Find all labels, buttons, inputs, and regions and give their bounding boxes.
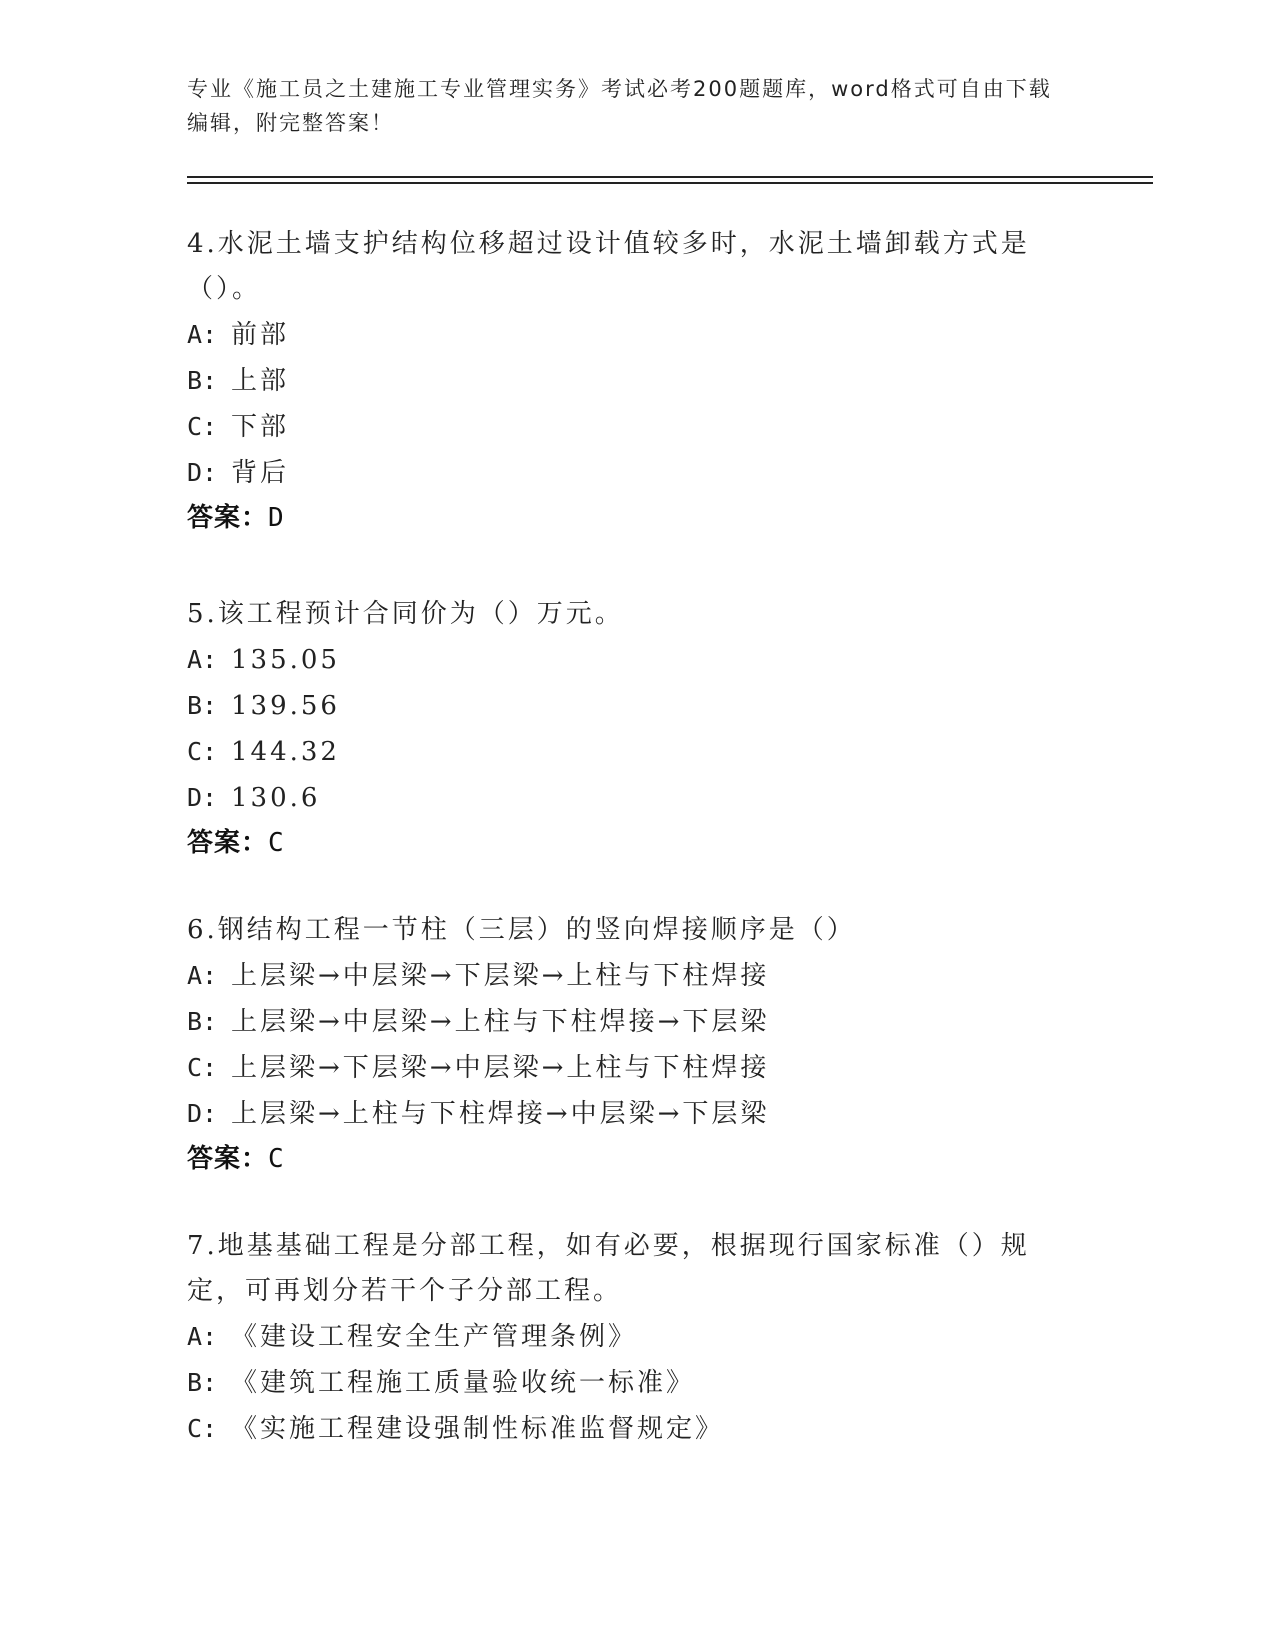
question-stem: 5.该工程预计合同价为（）万元。	[187, 599, 624, 629]
option-key: B:	[187, 1007, 218, 1036]
option-key: B:	[187, 366, 218, 395]
option-key: C:	[187, 737, 218, 766]
answer-value: C	[268, 1144, 285, 1174]
answer-label: 答案：	[187, 828, 269, 858]
document-header: 专业《施工员之土建施工专业管理实务》考试必考200题题库，word格式可自由下载编辑，附完整答案！	[187, 77, 1052, 135]
option-d	[187, 1091, 1087, 1137]
option-b	[187, 999, 1087, 1045]
option-d	[187, 775, 1087, 821]
answer-value: D	[268, 503, 285, 533]
question-stem: 6.钢结构工程一节柱（三层）的竖向焊接顺序是（）	[187, 915, 856, 945]
option-c	[187, 404, 1087, 450]
answer-line	[187, 496, 1087, 541]
option-key: D:	[187, 783, 218, 812]
option-c	[187, 1045, 1087, 1091]
option-text: 下部	[231, 412, 290, 442]
option-c	[187, 729, 1087, 775]
answer-value: C	[268, 828, 285, 858]
option-key: C:	[187, 412, 218, 441]
option-key: B:	[187, 691, 218, 720]
answer-line	[187, 821, 1087, 866]
option-key: A:	[187, 320, 218, 349]
answer-label: 答案：	[187, 1144, 269, 1174]
option-a	[187, 953, 1087, 999]
option-text: 《建设工程安全生产管理条例》	[231, 1322, 638, 1352]
option-a	[187, 312, 1087, 358]
option-key: B:	[187, 1368, 218, 1397]
option-key: C:	[187, 1053, 218, 1082]
option-key: D:	[187, 458, 218, 487]
option-key: D:	[187, 1099, 218, 1128]
option-d	[187, 450, 1087, 496]
question-stem: 4.水泥土墙支护结构位移超过设计值较多时，水泥土墙卸载方式是（）。	[187, 229, 1030, 304]
question-4	[187, 222, 1087, 541]
option-b	[187, 358, 1087, 404]
option-text: 135.05	[231, 645, 340, 675]
answer-line	[187, 1137, 1087, 1182]
answer-label: 答案：	[187, 503, 269, 533]
option-text: 前部	[231, 320, 290, 350]
header-divider-bottom	[187, 182, 1153, 184]
option-key: A:	[187, 1322, 218, 1351]
option-text: 上层梁→中层梁→下层梁→上柱与下柱焊接	[231, 961, 770, 991]
option-b	[187, 1360, 1087, 1406]
option-text: 《实施工程建设强制性标准监督规定》	[231, 1414, 725, 1444]
header-divider-top	[187, 176, 1153, 178]
option-text: 139.56	[231, 691, 340, 721]
option-key: A:	[187, 645, 218, 674]
option-text: 上层梁→上柱与下柱焊接→中层梁→下层梁	[231, 1099, 770, 1129]
option-b	[187, 683, 1087, 729]
option-c	[187, 1406, 1087, 1452]
option-text: 上层梁→中层梁→上柱与下柱焊接→下层梁	[231, 1007, 770, 1037]
option-key: C:	[187, 1414, 218, 1443]
option-text: 《建筑工程施工质量验收统一标准》	[231, 1368, 696, 1398]
question-6	[187, 908, 1087, 1182]
option-a	[187, 637, 1087, 683]
question-5	[187, 592, 1087, 866]
option-a	[187, 1314, 1087, 1360]
question-7	[187, 1224, 1087, 1452]
option-key: A:	[187, 961, 218, 990]
option-text: 背后	[231, 458, 290, 488]
option-text: 上层梁→下层梁→中层梁→上柱与下柱焊接	[231, 1053, 770, 1083]
option-text: 130.6	[231, 783, 321, 813]
option-text: 144.32	[231, 737, 340, 767]
option-text: 上部	[231, 366, 290, 396]
question-stem: 7.地基基础工程是分部工程，如有必要，根据现行国家标准（）规定，可再划分若干个子分部工程。	[187, 1231, 1030, 1306]
